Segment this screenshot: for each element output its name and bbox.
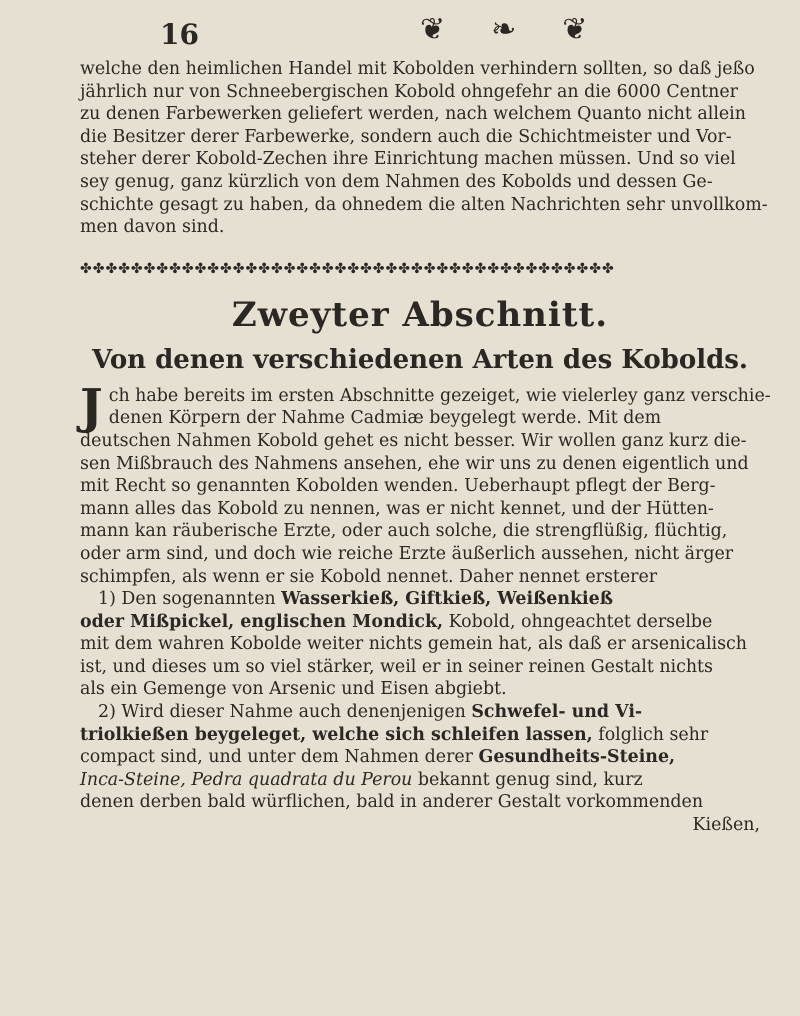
- ornament-icon: ❦: [562, 12, 588, 47]
- text-line: jährlich nur von Schneebergischen Kobold ohngefehr an die 6000 Centner: [80, 81, 738, 102]
- text-line: schichte gesagt zu haben, da ohnedem die alten Nachrichten sehr unvollkom-: [80, 194, 768, 215]
- text-line: denen Körpern der Nahme Cadmiæ beygelegt werde. Mit dem: [108, 408, 662, 429]
- emphasis: Schwefel- und Vi-: [471, 702, 643, 723]
- text-line: die Besitzer derer Farbewerke, sondern auch die Schichtmeister und Vor-: [80, 126, 732, 147]
- text-line: welche den heimlichen Handel mit Kobolden verhindern sollten, so daß jeßo: [80, 59, 755, 79]
- text-line: mann alles das Kobold zu nennen, was er nicht kennet, und der Hütten-: [80, 498, 714, 519]
- italic-text: Inca-Steine, Pedra quadrata du Perou: [80, 769, 413, 790]
- text-line: denen derben bald würflichen, bald in anderer Gestalt vorkommenden: [80, 792, 704, 813]
- ornamental-divider: ✤✤✤✤✤✤✤✤✤✤✤✤✤✤✤✤✤✤✤✤✤✤✤✤✤✤✤✤✤✤✤✤✤✤✤✤✤✤✤✤✤✤: [80, 260, 615, 277]
- text-line: triolkießen beygeleget, welche sich schleifen lassen, folglich sehr: [80, 724, 709, 745]
- text-line: schimpfen, als wenn er sie Kobold nennet. Daher nennet ersterer: [80, 566, 658, 587]
- list-item-2: 2) Wird dieser Nahme auch denenjenigen Schwefel- und Vi-: [98, 702, 643, 723]
- text-line: sen Mißbrauch des Nahmens ansehen, ehe wir uns zu denen eigentlich und: [80, 453, 749, 474]
- intro-paragraph: [80, 58, 768, 239]
- text-line: mit Recht so genannten Kobolden wenden. Ueberhaupt pflegt der Berg-: [80, 476, 716, 497]
- page-header: [80, 0, 760, 58]
- catchword: Kießen,: [692, 815, 760, 836]
- text-line: deutschen Nahmen Kobold gehet es nicht besser. Wir wollen ganz kurz die-: [80, 430, 747, 451]
- drop-cap: J: [80, 378, 103, 435]
- header-ornaments: [420, 12, 587, 47]
- ornament-icon: ❧: [491, 12, 517, 47]
- emphasis: Wasserkieß, Giftkieß, Weißenkieß: [281, 589, 613, 610]
- body-paragraph: [80, 378, 771, 814]
- emphasis: Gesundheits-Steine,: [478, 747, 676, 768]
- text-line: mit dem wahren Kobolde weiter nichts gemein hat, als daß er arsenicalisch: [80, 634, 747, 655]
- text-line: steher derer Kobold-Zechen ihre Einrichtung machen müssen. Und so viel: [80, 149, 736, 170]
- section-subtitle: Von denen verschiedenen Arten des Kobolds.: [92, 344, 748, 375]
- text-line: sey genug, ganz kürzlich von dem Nahmen des Kobolds und dessen Ge-: [80, 171, 713, 192]
- text-line: oder arm sind, und doch wie reiche Erzte äußerlich aussehen, nicht ärger: [80, 543, 734, 564]
- text-line: compact sind, und unter dem Nahmen derer Gesundheits-Steine,: [80, 747, 676, 768]
- text-line: als ein Gemenge von Arsenic und Eisen abgiebt.: [80, 679, 507, 700]
- emphasis: triolkießen beygeleget, welche sich schleifen lassen,: [80, 724, 593, 745]
- text-line: oder Mißpickel, englischen Mondick, Kobold, ohngeachtet derselbe: [80, 611, 713, 632]
- text-line: mann kan räuberische Erzte, oder auch solche, die strengflüßig, flüchtig,: [80, 521, 728, 542]
- list-item-1: 1) Den sogenannten Wasserkieß, Giftkieß, Weißenkieß: [98, 589, 613, 610]
- page-number: 16: [160, 18, 199, 51]
- emphasis: oder Mißpickel, englischen Mondick,: [80, 611, 444, 632]
- ornament-icon: ❦: [420, 12, 446, 47]
- text-line: ch habe bereits im ersten Abschnitte gezeiget, wie vielerley ganz verschie-: [108, 385, 771, 406]
- text-line: men davon sind.: [80, 217, 225, 238]
- text-line: zu denen Farbewerken geliefert werden, nach welchem Quanto nicht allein: [80, 104, 746, 125]
- section-title: Zweyter Abschnitt.: [231, 294, 609, 335]
- text-line: ist, und dieses um so viel stärker, weil er in seiner reinen Gestalt nichts: [80, 656, 713, 677]
- text-line: Inca-Steine, Pedra quadrata du Perou bekannt genug sind, kurz: [80, 769, 643, 790]
